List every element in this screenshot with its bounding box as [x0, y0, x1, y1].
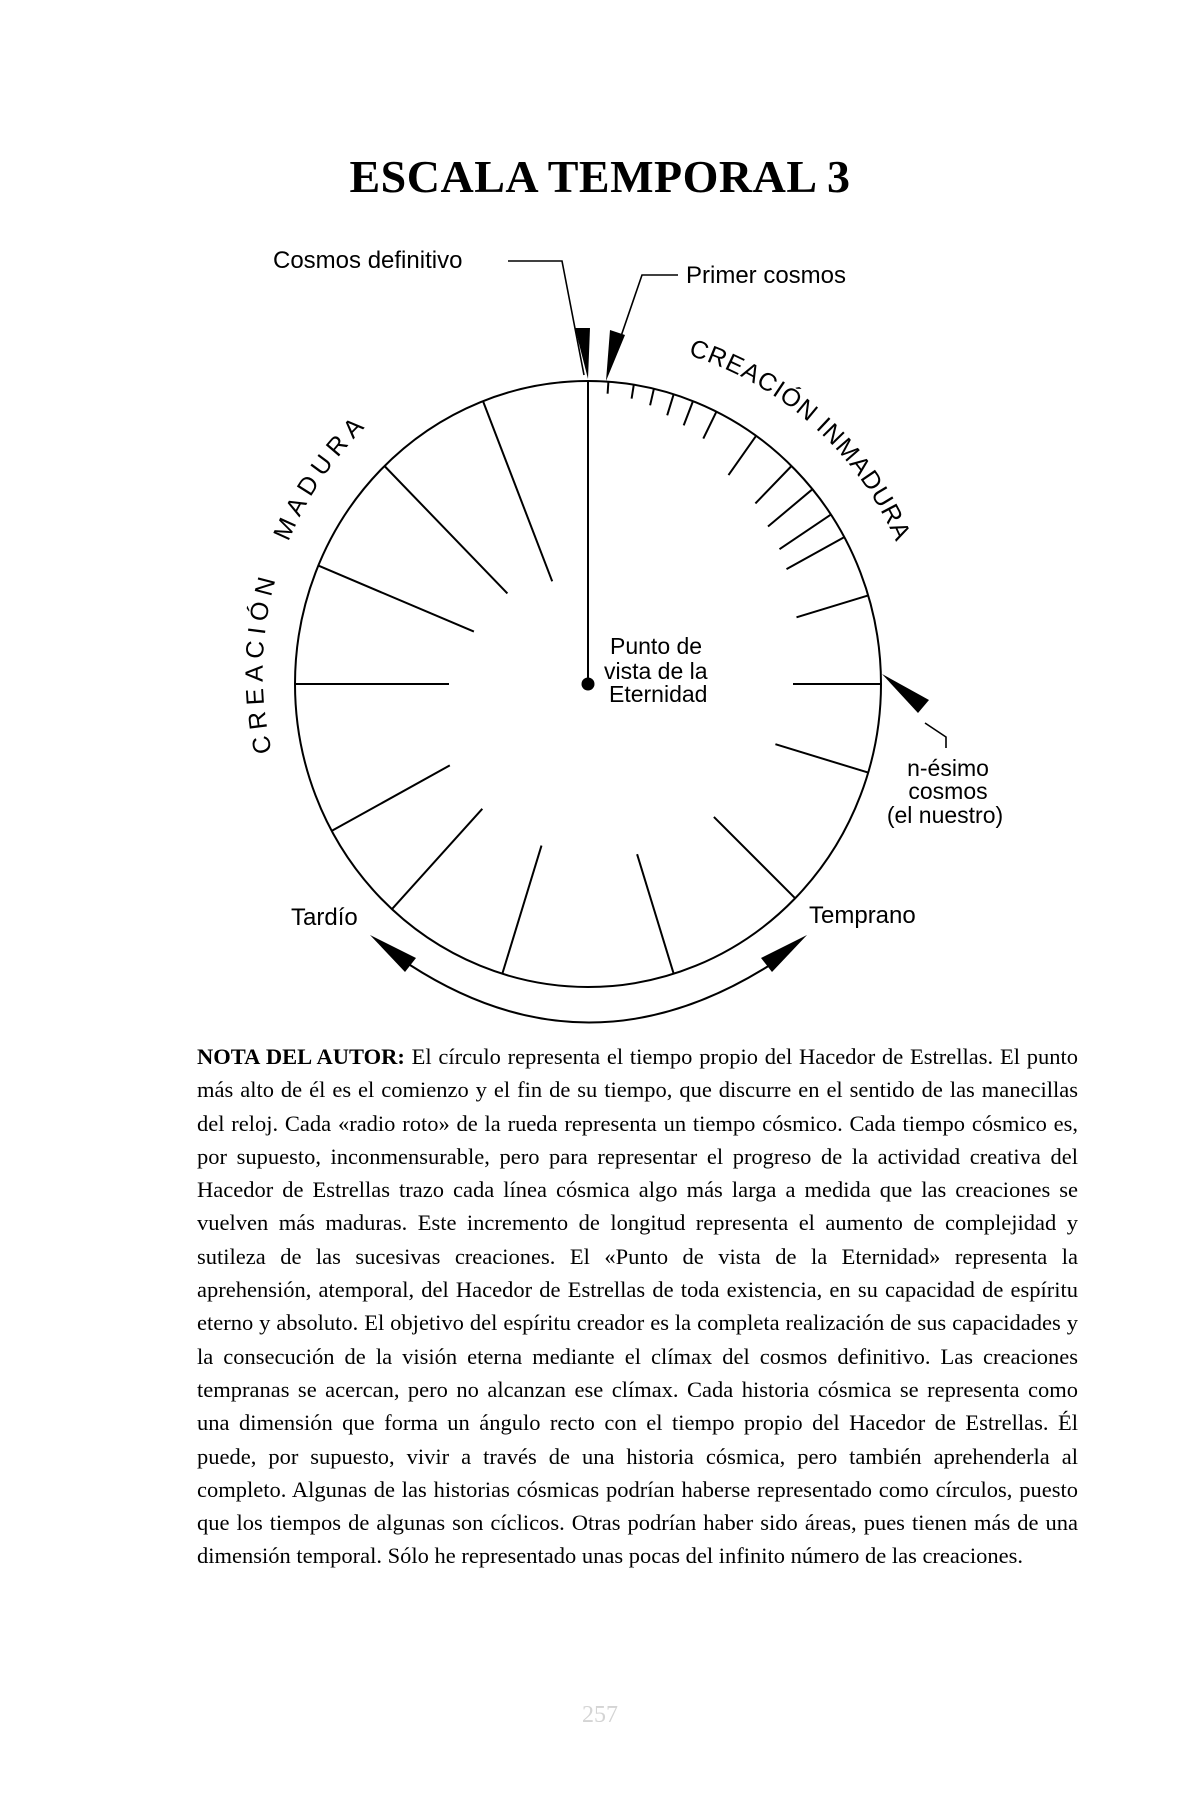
label-ultimate-cosmos: Cosmos definitivo	[273, 247, 463, 274]
page-title: ESCALA TEMPORAL 3	[349, 151, 851, 202]
arrow-left-icon	[882, 674, 929, 713]
cosmic-time-spoke	[780, 515, 831, 550]
cosmic-time-spoke	[318, 566, 474, 632]
cosmic-time-spoke	[729, 436, 757, 475]
svg-text:n-ésimo: n-ésimo	[907, 755, 989, 781]
eternity-point-dot	[582, 678, 595, 691]
cosmic-time-spoke	[667, 394, 674, 415]
our-cosmos-pointer	[882, 674, 946, 748]
cosmic-time-spoke	[797, 595, 869, 617]
page-number: 257	[582, 1702, 618, 1728]
label-immature-creation: CREACIÓN INMADURA	[686, 334, 917, 546]
label-late: Tardío	[291, 904, 358, 931]
cosmic-time-spoke	[502, 846, 541, 974]
cosmic-time-spoke	[768, 489, 813, 526]
svg-text:(el nuestro): (el nuestro)	[886, 802, 1004, 828]
cosmic-time-spoke	[684, 401, 693, 425]
label-mature-creation: CREACIÓNMADURA	[240, 407, 374, 757]
ultimate-cosmos-pointer	[508, 261, 590, 379]
our-cosmos-label	[887, 755, 1003, 828]
svg-text:cosmos: cosmos	[908, 778, 988, 804]
label-early: Temprano	[809, 902, 916, 929]
cosmic-time-spoke	[637, 854, 674, 974]
cosmic-time-spoke	[483, 401, 552, 581]
svg-text:Eternidad: Eternidad	[609, 681, 708, 707]
first-cosmos-pointer	[606, 275, 678, 381]
author-note-lead: NOTA DEL AUTOR:	[197, 1044, 405, 1069]
cosmic-time-spoke	[755, 466, 791, 503]
cosmic-time-spoke	[650, 389, 654, 406]
svg-text:Punto de: Punto de	[610, 633, 703, 659]
cosmic-time-spoke	[332, 765, 450, 831]
time-direction-arrow	[370, 935, 807, 1023]
cosmic-time-spoke	[787, 537, 845, 569]
arrow-left-icon	[370, 935, 416, 972]
cosmic-time-spoke	[714, 817, 795, 898]
cosmic-time-spoke	[392, 809, 482, 909]
author-note-body: El círculo representa el tiempo propio del Hacedor de Estrellas. El punto más alto de él es el comienzo y el fin de su tiempo, que discurre en el sentido de las manecillas del reloj. Cada «radio roto» de la rueda representa un tiempo cósmico. Cada tiempo cósmico es, por supuesto, inconmensurable, pero para representar el progreso de la actividad creativa del Hacedor de Estrellas trazo cada línea cósmica algo más larga a medida que las creaciones se vuelven más maduras. Este incremento de longitud representa el aumento de complejidad y sutileza de las sucesivas creaciones. El «Punto de vista de la Eternidad» representa la aprehensión, atemporal, del Hacedor de Estrellas de toda existencia, en su capacidad de espíritu eterno y absoluto. El objetivo del espíritu creador es la completa realización de sus capacidades y la consecución de la visión eterna mediante el clímax del cosmos definitivo. Las creaciones tempranas se acercan, pero no alcanzan ese clímax. Cada historia cósmica se representa como una dimensión que forma un ángulo recto con el tiempo propio del Hacedor de Estrellas. Él puede, por supuesto, vivir a través de una historia cósmica, pero también aprehenderla al completo. Algunas de las historias cósmicas podrían haberse representado como círculos, puesto que los tiempos de algunas son cíclicos. Otras podrían haber sido áreas, pues tienen más de una dimensión temporal. Sólo he representado unas pocas del infinito número de las creaciones.	[197, 1044, 1078, 1569]
arrow-right-icon	[761, 935, 807, 972]
label-first-cosmos: Primer cosmos	[686, 262, 847, 289]
cosmic-time-spoke	[608, 382, 609, 394]
cosmic-time-spoke	[385, 466, 508, 593]
eternity-label	[604, 633, 708, 707]
cosmic-time-spoke	[703, 412, 716, 439]
author-note	[197, 1040, 1078, 1573]
cosmic-time-spoke	[775, 744, 868, 772]
arrow-down-icon	[606, 330, 625, 381]
cosmic-time-spoke	[632, 385, 634, 399]
svg-text:vista de la: vista de la	[604, 658, 708, 684]
